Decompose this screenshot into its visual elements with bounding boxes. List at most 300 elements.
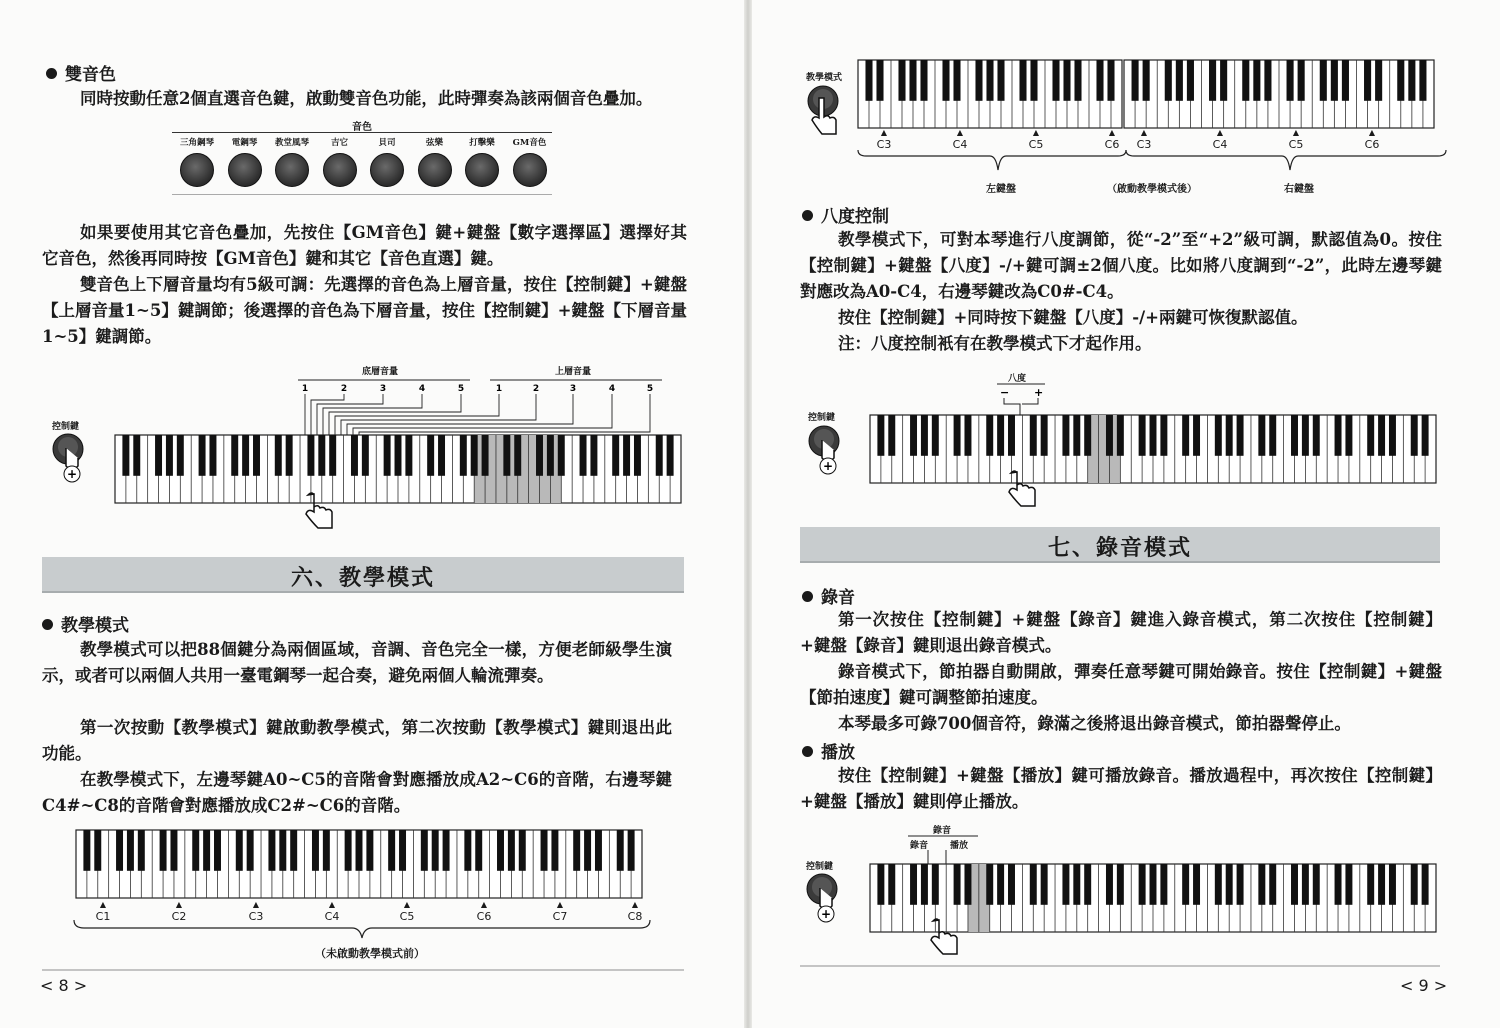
tone-button-knob [418, 153, 452, 187]
black-key [954, 415, 961, 456]
black-key [231, 435, 238, 476]
black-key [997, 60, 1004, 101]
black-key [497, 830, 504, 871]
footer-rule-right [800, 965, 1440, 967]
record-play-connector [906, 834, 986, 864]
black-key [508, 830, 515, 871]
black-key [547, 435, 554, 476]
right-zone-labels [1124, 126, 1434, 150]
black-key [94, 830, 101, 871]
play-key-label: 播放 [950, 841, 969, 851]
volume-level-number: 4 [418, 384, 426, 394]
octave-intro: 教學模式下，可對本琴進行八度調節，從“-2”至“+2”級可調，默認值為0。按住【控制鍵】+鍵盤【八度】-/+鍵可調±2個八度。比如將八度調到“-2”，此時左邊琴鍵對應改為A0-C4，右邊琴鍵改為C0#-C4。 [800, 230, 1442, 301]
black-key [1182, 415, 1189, 456]
black-key [1084, 864, 1091, 905]
black-key [279, 830, 286, 871]
control-key-button [50, 432, 90, 487]
black-key [1073, 864, 1080, 905]
black-key [612, 435, 619, 476]
black-key [942, 60, 949, 101]
black-key [558, 435, 565, 476]
black-key [1209, 60, 1216, 101]
black-key [1367, 864, 1374, 905]
black-key [286, 435, 293, 476]
black-key [1411, 415, 1418, 456]
black-key [427, 435, 434, 476]
black-key [242, 435, 249, 476]
heading-dual-tone: 雙音色 [46, 60, 116, 85]
black-key [623, 435, 630, 476]
black-key [910, 864, 917, 905]
black-key [1019, 60, 1026, 101]
tone-button-knob [513, 153, 547, 187]
tone-panel-title: 音色 [352, 122, 372, 133]
tone-button-label: GM音色 [512, 138, 547, 148]
black-key [628, 830, 635, 871]
black-key [1096, 60, 1103, 101]
black-key [1335, 415, 1342, 456]
octave-label-c4: ▲ C4 [952, 128, 968, 151]
black-key [1052, 60, 1059, 101]
black-key [199, 435, 206, 476]
volume-level-number: 4 [608, 384, 616, 394]
black-key [1331, 60, 1338, 101]
black-key [1062, 415, 1069, 456]
octave-label-c1: ▲ C1 [95, 900, 111, 923]
black-key [876, 60, 883, 101]
black-key [133, 435, 140, 476]
black-key [166, 435, 173, 476]
black-key [1389, 415, 1396, 456]
octave-plus: + [1034, 386, 1044, 399]
black-key [160, 830, 167, 871]
tone-button[interactable] [414, 136, 456, 194]
octave-label-c7: ▲ C7 [552, 900, 568, 923]
black-key [312, 830, 319, 871]
page-number-right: < 9 > [1400, 976, 1448, 995]
black-key [1193, 415, 1200, 456]
black-key [898, 60, 905, 101]
zone-braces [856, 148, 1456, 174]
black-key [1253, 60, 1260, 101]
black-key [888, 864, 895, 905]
finger-pointer-icon-record [927, 918, 967, 958]
volume-level-number: 1 [495, 384, 503, 394]
black-key [1132, 60, 1139, 101]
black-key [1008, 864, 1015, 905]
black-key [1150, 415, 1157, 456]
black-key [1193, 864, 1200, 905]
black-key [1313, 415, 1320, 456]
section-band-teach [42, 557, 684, 593]
tone-button[interactable] [319, 136, 361, 194]
black-key [1397, 60, 1404, 101]
teach-after-caption: （啟動教學模式後） [1107, 184, 1197, 195]
octave-label: 八度 [1008, 374, 1027, 384]
octave-label-c5: ▲ C5 [1288, 128, 1304, 151]
section-title-teach: 六、教學模式 [290, 565, 435, 591]
black-key [122, 435, 129, 476]
black-key [1302, 415, 1309, 456]
tone-button-label: 弦樂 [425, 138, 443, 148]
black-key [920, 60, 927, 101]
black-key [953, 60, 960, 101]
black-key [964, 864, 971, 905]
black-key [1226, 864, 1233, 905]
black-key [1269, 864, 1276, 905]
volume-connector-lines [290, 374, 690, 444]
tone-button-knob [370, 153, 404, 187]
tone-button-label: 三角鋼琴 [179, 138, 214, 148]
black-key [1298, 60, 1305, 101]
section-title-record: 七、錄音模式 [1047, 535, 1192, 561]
tone-button-knob [323, 153, 357, 187]
black-key [1165, 60, 1172, 101]
black-key [877, 415, 884, 456]
control-key-button-octave [806, 424, 846, 479]
record-top-label: 錄音 [933, 826, 952, 836]
volume-level-number: 5 [457, 384, 465, 394]
black-key [1237, 864, 1244, 905]
black-key [1345, 415, 1352, 456]
volume-level-number: 3 [569, 384, 577, 394]
black-key [475, 830, 482, 871]
octave-label-c5: ▲ C5 [399, 900, 415, 923]
tone-button[interactable] [271, 136, 313, 194]
teach-mode-key-button [805, 84, 845, 144]
black-key [1378, 864, 1385, 905]
octave-label-c6: ▲ C6 [476, 900, 492, 923]
black-key [399, 830, 406, 871]
black-key [1143, 60, 1150, 101]
black-key [519, 830, 526, 871]
black-key [997, 864, 1004, 905]
octave-label-c5: ▲ C5 [1028, 128, 1044, 151]
octave-note: 注：八度控制衹有在教學模式下才起作用。 [837, 334, 1152, 353]
black-key [1378, 415, 1385, 456]
black-key [551, 830, 558, 871]
black-key [318, 435, 325, 476]
black-key [471, 435, 478, 476]
tone-button-label: 吉它 [330, 138, 348, 148]
finger-pointer-icon [302, 492, 342, 532]
black-key [127, 830, 134, 871]
black-key [1117, 864, 1124, 905]
black-key [1041, 864, 1048, 905]
octave-label-c3: ▲ C3 [876, 128, 892, 151]
black-key [580, 435, 587, 476]
black-key [921, 864, 928, 905]
black-key [1139, 415, 1146, 456]
black-key [1107, 60, 1114, 101]
left-zone-labels [858, 126, 1122, 150]
tone-button[interactable] [509, 136, 551, 194]
black-key [290, 830, 297, 871]
section-band-record [800, 527, 1440, 563]
octave-label-c4: ▲ C4 [324, 900, 340, 923]
black-key [1215, 864, 1222, 905]
black-key [986, 60, 993, 101]
control-key-label-octave: 控制鍵 [808, 413, 836, 423]
keyboard-octave [870, 415, 1436, 483]
record-intro: 第一次按住【控制鍵】+鍵盤【錄音】鍵進入錄音模式，第二次按住【控制鍵】+鍵盤【錄音】鍵則退出錄音模式。 [800, 610, 1442, 655]
black-key [1160, 415, 1167, 456]
svg-text:+: + [820, 907, 832, 921]
tone-button-knob [275, 153, 309, 187]
black-key [1150, 864, 1157, 905]
tone-button-knob [465, 153, 499, 187]
black-key [351, 435, 358, 476]
black-key [595, 830, 602, 871]
black-key [482, 435, 489, 476]
black-key [247, 830, 254, 871]
volume-level-number: 2 [340, 384, 348, 394]
black-key [541, 830, 548, 871]
keyboard-volume [115, 435, 681, 503]
black-key [1302, 864, 1309, 905]
black-key [1063, 60, 1070, 101]
tone-panel [172, 118, 552, 200]
black-key [1030, 60, 1037, 101]
black-key [405, 435, 412, 476]
tone-button-row [172, 136, 552, 194]
heading-octave: 八度控制 [802, 202, 889, 227]
black-key [155, 435, 162, 476]
black-key [1287, 60, 1294, 101]
black-key [1187, 60, 1194, 101]
heading-teach-mode: 教學模式 [42, 611, 129, 636]
tone-button[interactable] [461, 136, 503, 194]
black-key [464, 830, 471, 871]
black-key [460, 435, 467, 476]
black-key [192, 830, 199, 871]
black-key [366, 830, 373, 871]
tone-button-label: 電鋼琴 [231, 138, 258, 148]
black-key [1375, 60, 1382, 101]
black-key [888, 415, 895, 456]
teach-mode-key-label: 教學模式 [806, 73, 843, 83]
black-key [1237, 415, 1244, 456]
tone-button[interactable] [224, 136, 266, 194]
black-key [170, 830, 177, 871]
black-key [253, 435, 260, 476]
black-key [307, 435, 314, 476]
dual-tone-intro: 同時按動任意2個直選音色鍵，啟動雙音色功能，此時彈奏為該兩個音色疊加。 [79, 89, 653, 108]
black-key [910, 415, 917, 456]
black-key [1074, 60, 1081, 101]
keyboard-brace [72, 918, 652, 938]
black-key [964, 415, 971, 456]
black-key [329, 435, 336, 476]
teach-intro: 教學模式可以把88個鍵分為兩個區域，音調、音色完全一樣，方便老師級學生演示，或者可以兩個人共用一臺電鋼琴一起合奏，避免兩個人輪流彈奏。 [42, 640, 672, 685]
black-key [83, 830, 90, 871]
black-key [1084, 415, 1091, 456]
black-key [536, 435, 543, 476]
dual-tone-volume: 雙音色上下層音量均有5級可調：先選擇的音色為上層音量，按住【控制鍵】+鍵盤【上層音量1~5】鍵調節；後選擇的音色為下層音量，按住【控制鍵】+鍵盤【下層音量1~5】鍵調節。 [42, 275, 687, 346]
black-key [503, 435, 510, 476]
black-key [1258, 864, 1265, 905]
page-9 [752, 0, 1500, 1028]
black-key [268, 830, 275, 871]
black-key [1291, 415, 1298, 456]
black-key [1422, 864, 1429, 905]
black-key [138, 830, 145, 871]
black-key [1264, 60, 1271, 101]
record-key-label: 錄音 [910, 841, 929, 851]
tone-button[interactable] [176, 136, 218, 194]
black-key [421, 830, 428, 871]
black-key [345, 830, 352, 871]
black-key [1422, 415, 1429, 456]
black-key [1242, 60, 1249, 101]
black-key [177, 435, 184, 476]
keyboard-full [76, 830, 642, 898]
black-key [1106, 864, 1113, 905]
tone-button[interactable] [366, 136, 408, 194]
volume-level-number: 2 [532, 384, 540, 394]
volume-level-number: 1 [301, 384, 309, 394]
black-key [1408, 60, 1415, 101]
play-intro: 按住【控制鍵】+鍵盤【播放】鍵可播放錄音。播放過程中，再次按住【控制鍵】+鍵盤【播放】鍵則停止播放。 [800, 766, 1442, 811]
page-number: < 8 > [40, 976, 88, 995]
black-key [1215, 415, 1222, 456]
tone-button-knob [180, 153, 214, 187]
keyboard-caption-before: （未啟動教學模式前） [315, 947, 425, 960]
black-key [1041, 415, 1048, 456]
lower-volume-label: 底層音量 [362, 367, 399, 377]
black-key [438, 435, 445, 476]
volume-level-number: 5 [646, 384, 654, 394]
black-key [1367, 415, 1374, 456]
octave-minus: − [1000, 386, 1010, 399]
page-8 [0, 0, 748, 1028]
black-key [1030, 415, 1037, 456]
record-limit: 本琴最多可錄700個音符，錄滿之後將退出錄音模式，節拍器聲停止。 [837, 714, 1351, 733]
black-key [356, 830, 363, 871]
black-key [986, 415, 993, 456]
black-key [1062, 864, 1069, 905]
black-key [634, 435, 641, 476]
heading-record: 錄音 [802, 583, 855, 608]
black-key [116, 830, 123, 871]
black-key [932, 864, 939, 905]
keyboard-left-zone [858, 60, 1122, 128]
black-key [1008, 415, 1015, 456]
tone-button-label: 貝司 [378, 138, 396, 148]
black-key [323, 830, 330, 871]
footer-rule [42, 969, 684, 971]
octave-label-c3: ▲ C3 [248, 900, 264, 923]
octave-reset: 按住【控制鍵】+同時按下鍵盤【八度】-/+兩鍵可恢復默認值。 [837, 308, 1308, 327]
black-key [909, 60, 916, 101]
black-key [1411, 864, 1418, 905]
black-key [395, 435, 402, 476]
octave-label-c6: ▲ C6 [1104, 128, 1120, 151]
octave-label-c8: ▲ C8 [627, 900, 643, 923]
black-key [932, 415, 939, 456]
teach-mapping: 在教學模式下，左邊琴鍵A0~C5的音階會對應播放成A2~C6的音階，右邊琴鍵C4#~C8的音階會對應播放成C2#~C6的音階。 [42, 770, 672, 815]
black-key [1258, 415, 1265, 456]
black-key [1389, 864, 1396, 905]
black-key [384, 435, 391, 476]
black-key [1419, 60, 1426, 101]
black-key [203, 830, 210, 871]
black-key [1291, 864, 1298, 905]
black-key [1106, 415, 1113, 456]
black-key [209, 435, 216, 476]
black-key [1335, 864, 1342, 905]
svg-text:+: + [822, 459, 834, 473]
black-key [1073, 415, 1080, 456]
black-key [236, 830, 243, 871]
control-key-label-record: 控制鍵 [806, 862, 834, 872]
black-key [1364, 60, 1371, 101]
black-key [514, 435, 521, 476]
dual-tone-gm: 如果要使用其它音色疊加，先按住【GM音色】鍵+鍵盤【數字選擇區】選擇好其它音色，然後再同時按【GM音色】鍵和其它【音色直選】鍵。 [42, 223, 687, 268]
black-key [865, 60, 872, 101]
tone-button-label: 教堂風琴 [274, 138, 309, 148]
black-key [997, 415, 1004, 456]
black-key [362, 435, 369, 476]
black-key [1117, 415, 1124, 456]
black-key [1320, 60, 1327, 101]
tone-button-label: 打擊樂 [469, 138, 495, 148]
black-key [656, 435, 663, 476]
black-key [573, 830, 580, 871]
black-key [1226, 415, 1233, 456]
record-metronome: 錄音模式下，節拍器自動開啟，彈奏任意琴鍵可開始錄音。按住【控制鍵】+鍵盤【節拍速度】鍵可調整節拍速度。 [800, 662, 1442, 707]
black-key [590, 435, 597, 476]
heading-play: 播放 [802, 738, 855, 763]
black-key [432, 830, 439, 871]
black-key [1139, 864, 1146, 905]
black-key [877, 864, 884, 905]
finger-pointer-icon-octave [1005, 470, 1045, 510]
black-key [1030, 864, 1037, 905]
black-key [617, 830, 624, 871]
black-key [921, 415, 928, 456]
control-key-button-record [804, 872, 844, 927]
octave-label-c6: ▲ C6 [1364, 128, 1380, 151]
black-key [1342, 60, 1349, 101]
black-key [275, 435, 282, 476]
black-key [388, 830, 395, 871]
black-key [1345, 864, 1352, 905]
octave-label-c4: ▲ C4 [1212, 128, 1228, 151]
black-key [975, 60, 982, 101]
black-key [1182, 864, 1189, 905]
tone-button-knob [228, 153, 262, 187]
black-key [1176, 60, 1183, 101]
black-key [584, 830, 591, 871]
teach-toggle: 第一次按動【教學模式】鍵啟動教學模式，第二次按動【教學模式】鍵則退出此功能。 [42, 718, 672, 763]
black-key [214, 830, 221, 871]
octave-label-c2: ▲ C2 [171, 900, 187, 923]
black-key [1269, 415, 1276, 456]
upper-volume-label: 上層音量 [555, 367, 592, 377]
volume-level-number: 3 [379, 384, 387, 394]
black-key [443, 830, 450, 871]
black-key [1313, 864, 1320, 905]
black-key [986, 864, 993, 905]
black-key [667, 435, 674, 476]
right-keyboard-caption: 右鍵盤 [1284, 184, 1314, 195]
black-key [1220, 60, 1227, 101]
black-key [954, 864, 961, 905]
svg-text:+: + [66, 467, 78, 481]
octave-label-c3: ▲ C3 [1136, 128, 1152, 151]
keyboard-right-zone [1124, 60, 1434, 128]
